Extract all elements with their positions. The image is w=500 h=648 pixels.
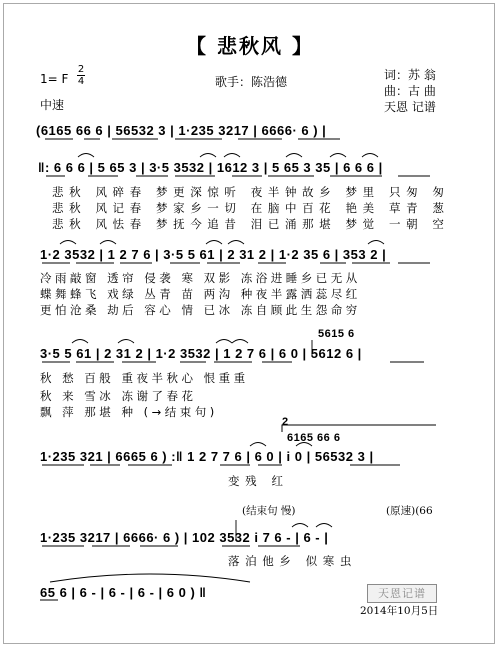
notation-row-5: 1·235 321 | 6665 6 ) :‖ 1 2 7 7 6 | 6 0 | i 0 | 56532 3 |	[40, 449, 374, 464]
slur-arcs	[50, 154, 384, 583]
lyricist-label: 词：苏 翁	[384, 68, 436, 82]
lyric-row-2-verse-2: 悲秋 风记春 梦家乡一切 在脑中百花 艳美 草青 葱	[52, 201, 450, 215]
lyric-row-3-verse-2: 蝶舞蜂飞 戏绿 丛青 苗 两沟 种夜半露洒蕊尽红	[40, 287, 361, 301]
repeat-bracket	[282, 425, 436, 432]
composer-label: 曲：古 曲	[384, 84, 436, 98]
lyric-row-2-verse-1: 悲秋 风碎春 梦更深惊听 夜半钟故乡 梦里 只匆 匆	[52, 185, 450, 199]
notation-row-7: 65 6 | 6 - | 6 - | 6 - | 6 0 ) ‖	[40, 585, 207, 600]
lyric-row-5: 变残 红	[228, 474, 289, 488]
tempo-marking: 中速	[40, 98, 65, 112]
notator-stamp: 天恩记谱	[367, 584, 437, 603]
notation-row-3: 1·2 3532 | 1 2 7 6 | 3·5 5 61 | 2 31 2 | 1·2 35 6 | 353 2 |	[40, 247, 387, 262]
bracket-number: 2	[282, 416, 289, 428]
lyric-row-3-verse-1: 冷雨敲窗 透帘 侵袭 寒 双影 冻浴进睡乡已无从	[40, 271, 361, 285]
lyric-row-4-verse-1: 秋 愁 百般 重夜半秋心 恨重重	[40, 371, 249, 385]
lyric-row-4-verse-3: 飘 萍 那堪 种 (→结束句)	[40, 405, 218, 419]
singer-label: 歌手：陈浩德	[215, 75, 288, 89]
chord-box	[236, 340, 312, 540]
key-signature: 1= F	[40, 72, 69, 86]
lyric-row-2-verse-3: 悲秋 风怯春 梦抚今追昔 泪已涌那堪 梦觉 一朝 空	[52, 217, 450, 231]
notation-row-1: (6165 66 6 | 56532 3 | 1·235 3217 | 6666· 6 ) |	[36, 123, 327, 138]
beam-lines	[40, 139, 430, 600]
notation-date: 2014年10月5日	[360, 605, 439, 617]
lyric-row-4-verse-2: 秋 来 雪冰 冻谢了春花	[40, 389, 197, 403]
chord-annotation-row-4: 5615 6	[318, 328, 355, 340]
notation-row-2: ‖: 6 6 6 | 5 65 3 | 3·5 3532 | 1612 3 | 5 65 3 35 | 6 6 6 |	[38, 160, 383, 175]
notation-row-6: 1·235 3217 | 6666· 6 ) | 102 3532 i 7 6 - | 6 - |	[40, 530, 329, 545]
ending-label: (结束句 慢)	[242, 505, 296, 517]
time-bottom: 4	[77, 76, 85, 87]
notation-row-4: 3·5 5 61 | 2 31 2 | 1·2 3532 | 1 2 7 6 | 6 0 | 5612 6 |	[40, 346, 362, 361]
song-title: 【 悲秋风 】	[186, 34, 314, 58]
chord-annotation-row-5: 6165 66 6	[287, 432, 341, 444]
notator-label: 天恩 记谱	[384, 100, 436, 114]
lyric-row-3-verse-3: 更怕沧桑 劫后 容心 情 已冰 冻自顾此生怨命穷	[40, 303, 361, 317]
tempo-return-label: (原速)(66	[386, 505, 433, 517]
lyric-row-6: 落泊他乡 似寒虫	[228, 554, 357, 568]
time-top: 2	[77, 64, 85, 75]
